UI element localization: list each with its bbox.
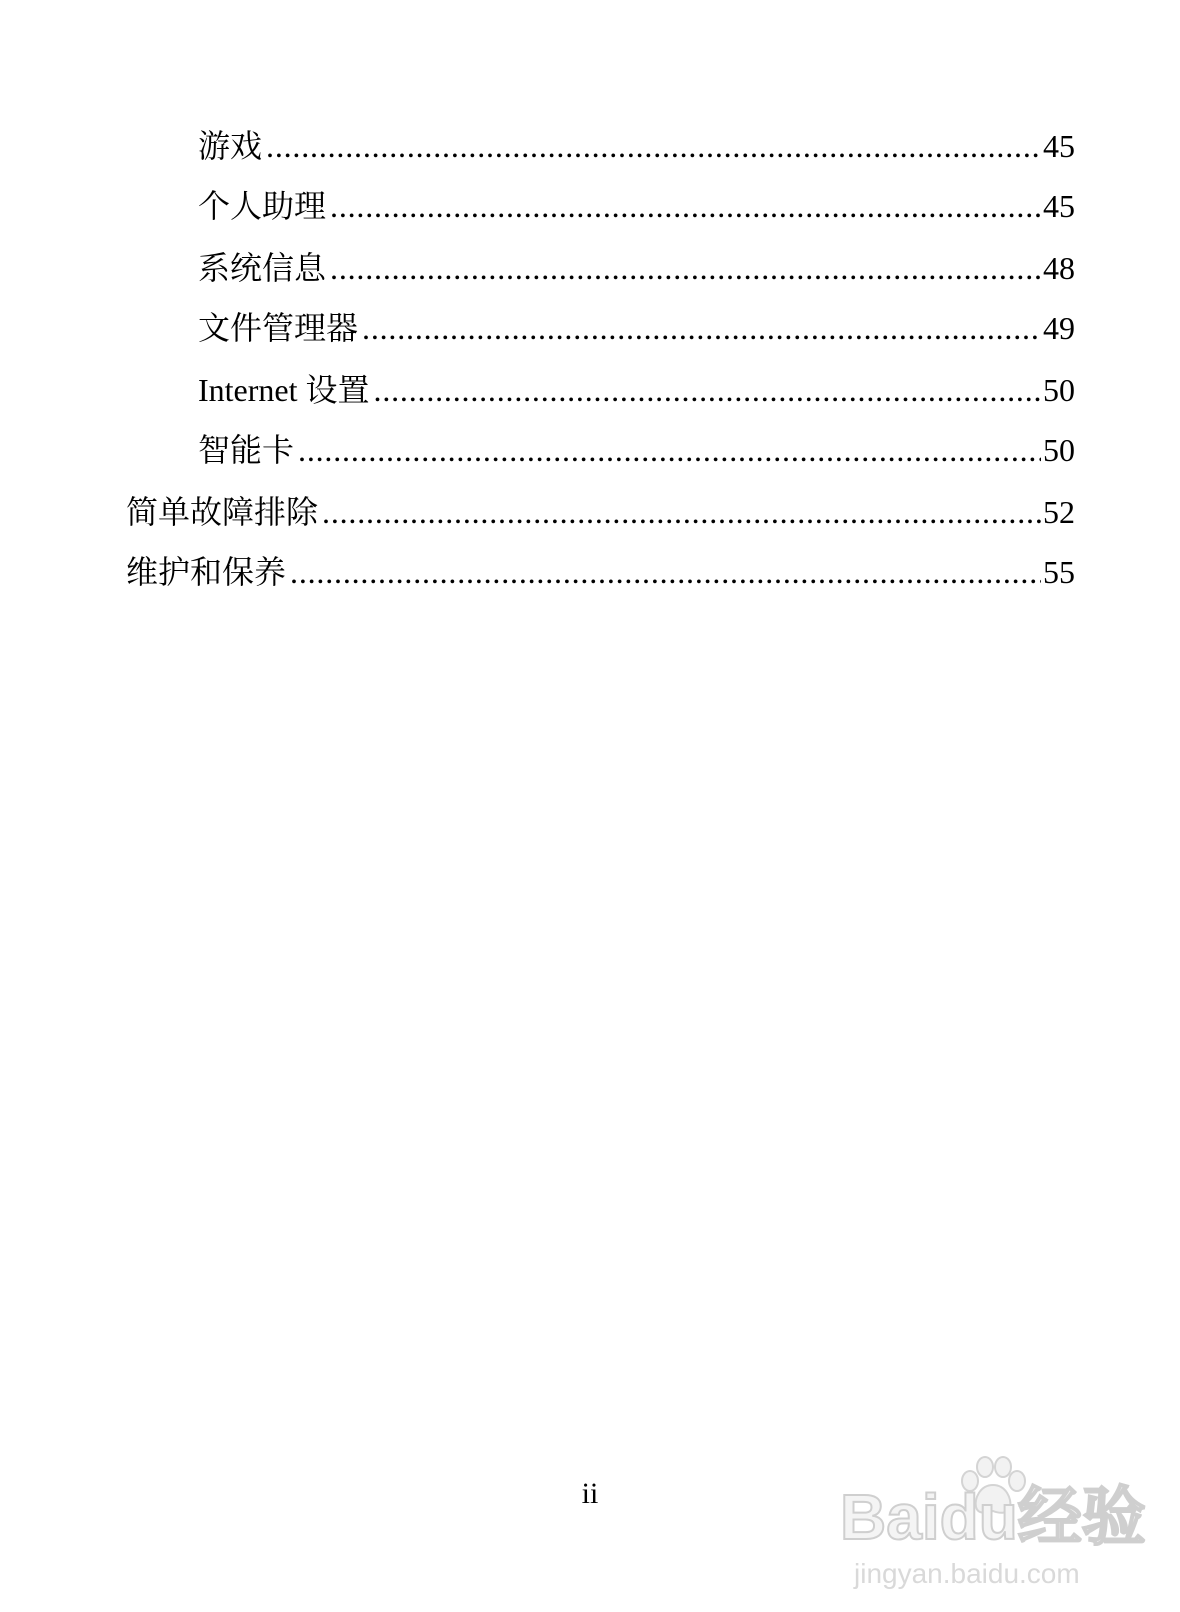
toc-entry-games[interactable] xyxy=(198,118,1075,166)
toc-entry-title: 游戏 xyxy=(198,128,263,164)
dot-leader xyxy=(374,370,1041,410)
toc-entry-page: 50 xyxy=(1043,372,1075,408)
toc-entry-title: Internet 设置 xyxy=(198,372,370,408)
page-number: ii xyxy=(581,1477,599,1510)
watermark-logo: Baidu经验 xyxy=(840,1481,1146,1553)
toc-entry-file-manager[interactable] xyxy=(198,300,1075,348)
toc-entry-smart-card[interactable] xyxy=(198,422,1075,470)
toc-entry-title: 文件管理器 xyxy=(198,310,359,346)
toc-entry-page: 50 xyxy=(1043,432,1075,468)
toc-entry-page: 49 xyxy=(1043,310,1075,346)
dot-leader xyxy=(330,186,1041,226)
dot-leader xyxy=(290,552,1041,592)
toc-entry-page: 55 xyxy=(1043,554,1075,590)
toc-entry-title: 系统信息 xyxy=(198,250,327,286)
toc-entry-page: 52 xyxy=(1043,494,1075,530)
toc-entry-internet-settings[interactable] xyxy=(198,362,1075,410)
dot-leader xyxy=(330,248,1041,288)
toc-entry-page: 45 xyxy=(1043,188,1075,224)
toc-entry-troubleshooting[interactable] xyxy=(126,484,1075,532)
dot-leader xyxy=(298,430,1041,470)
toc-entry-system-info[interactable] xyxy=(198,240,1075,288)
toc-entry-maintenance[interactable] xyxy=(126,544,1075,592)
toc-entry-title: 智能卡 xyxy=(198,432,295,468)
table-of-contents xyxy=(0,0,1180,640)
dot-leader xyxy=(322,492,1041,532)
baidu-jingyan-watermark xyxy=(840,1455,1146,1589)
dot-leader xyxy=(362,308,1041,348)
toc-entry-title: 维护和保养 xyxy=(126,554,287,590)
toc-entry-page: 48 xyxy=(1043,250,1075,286)
toc-entry-page: 45 xyxy=(1043,128,1075,164)
watermark-url: jingyan.baidu.com xyxy=(854,1558,1080,1589)
dot-leader xyxy=(266,126,1041,166)
toc-entry-personal-assistant[interactable] xyxy=(198,178,1075,226)
toc-entry-title: 简单故障排除 xyxy=(126,494,319,530)
toc-entry-title: 个人助理 xyxy=(198,188,327,224)
